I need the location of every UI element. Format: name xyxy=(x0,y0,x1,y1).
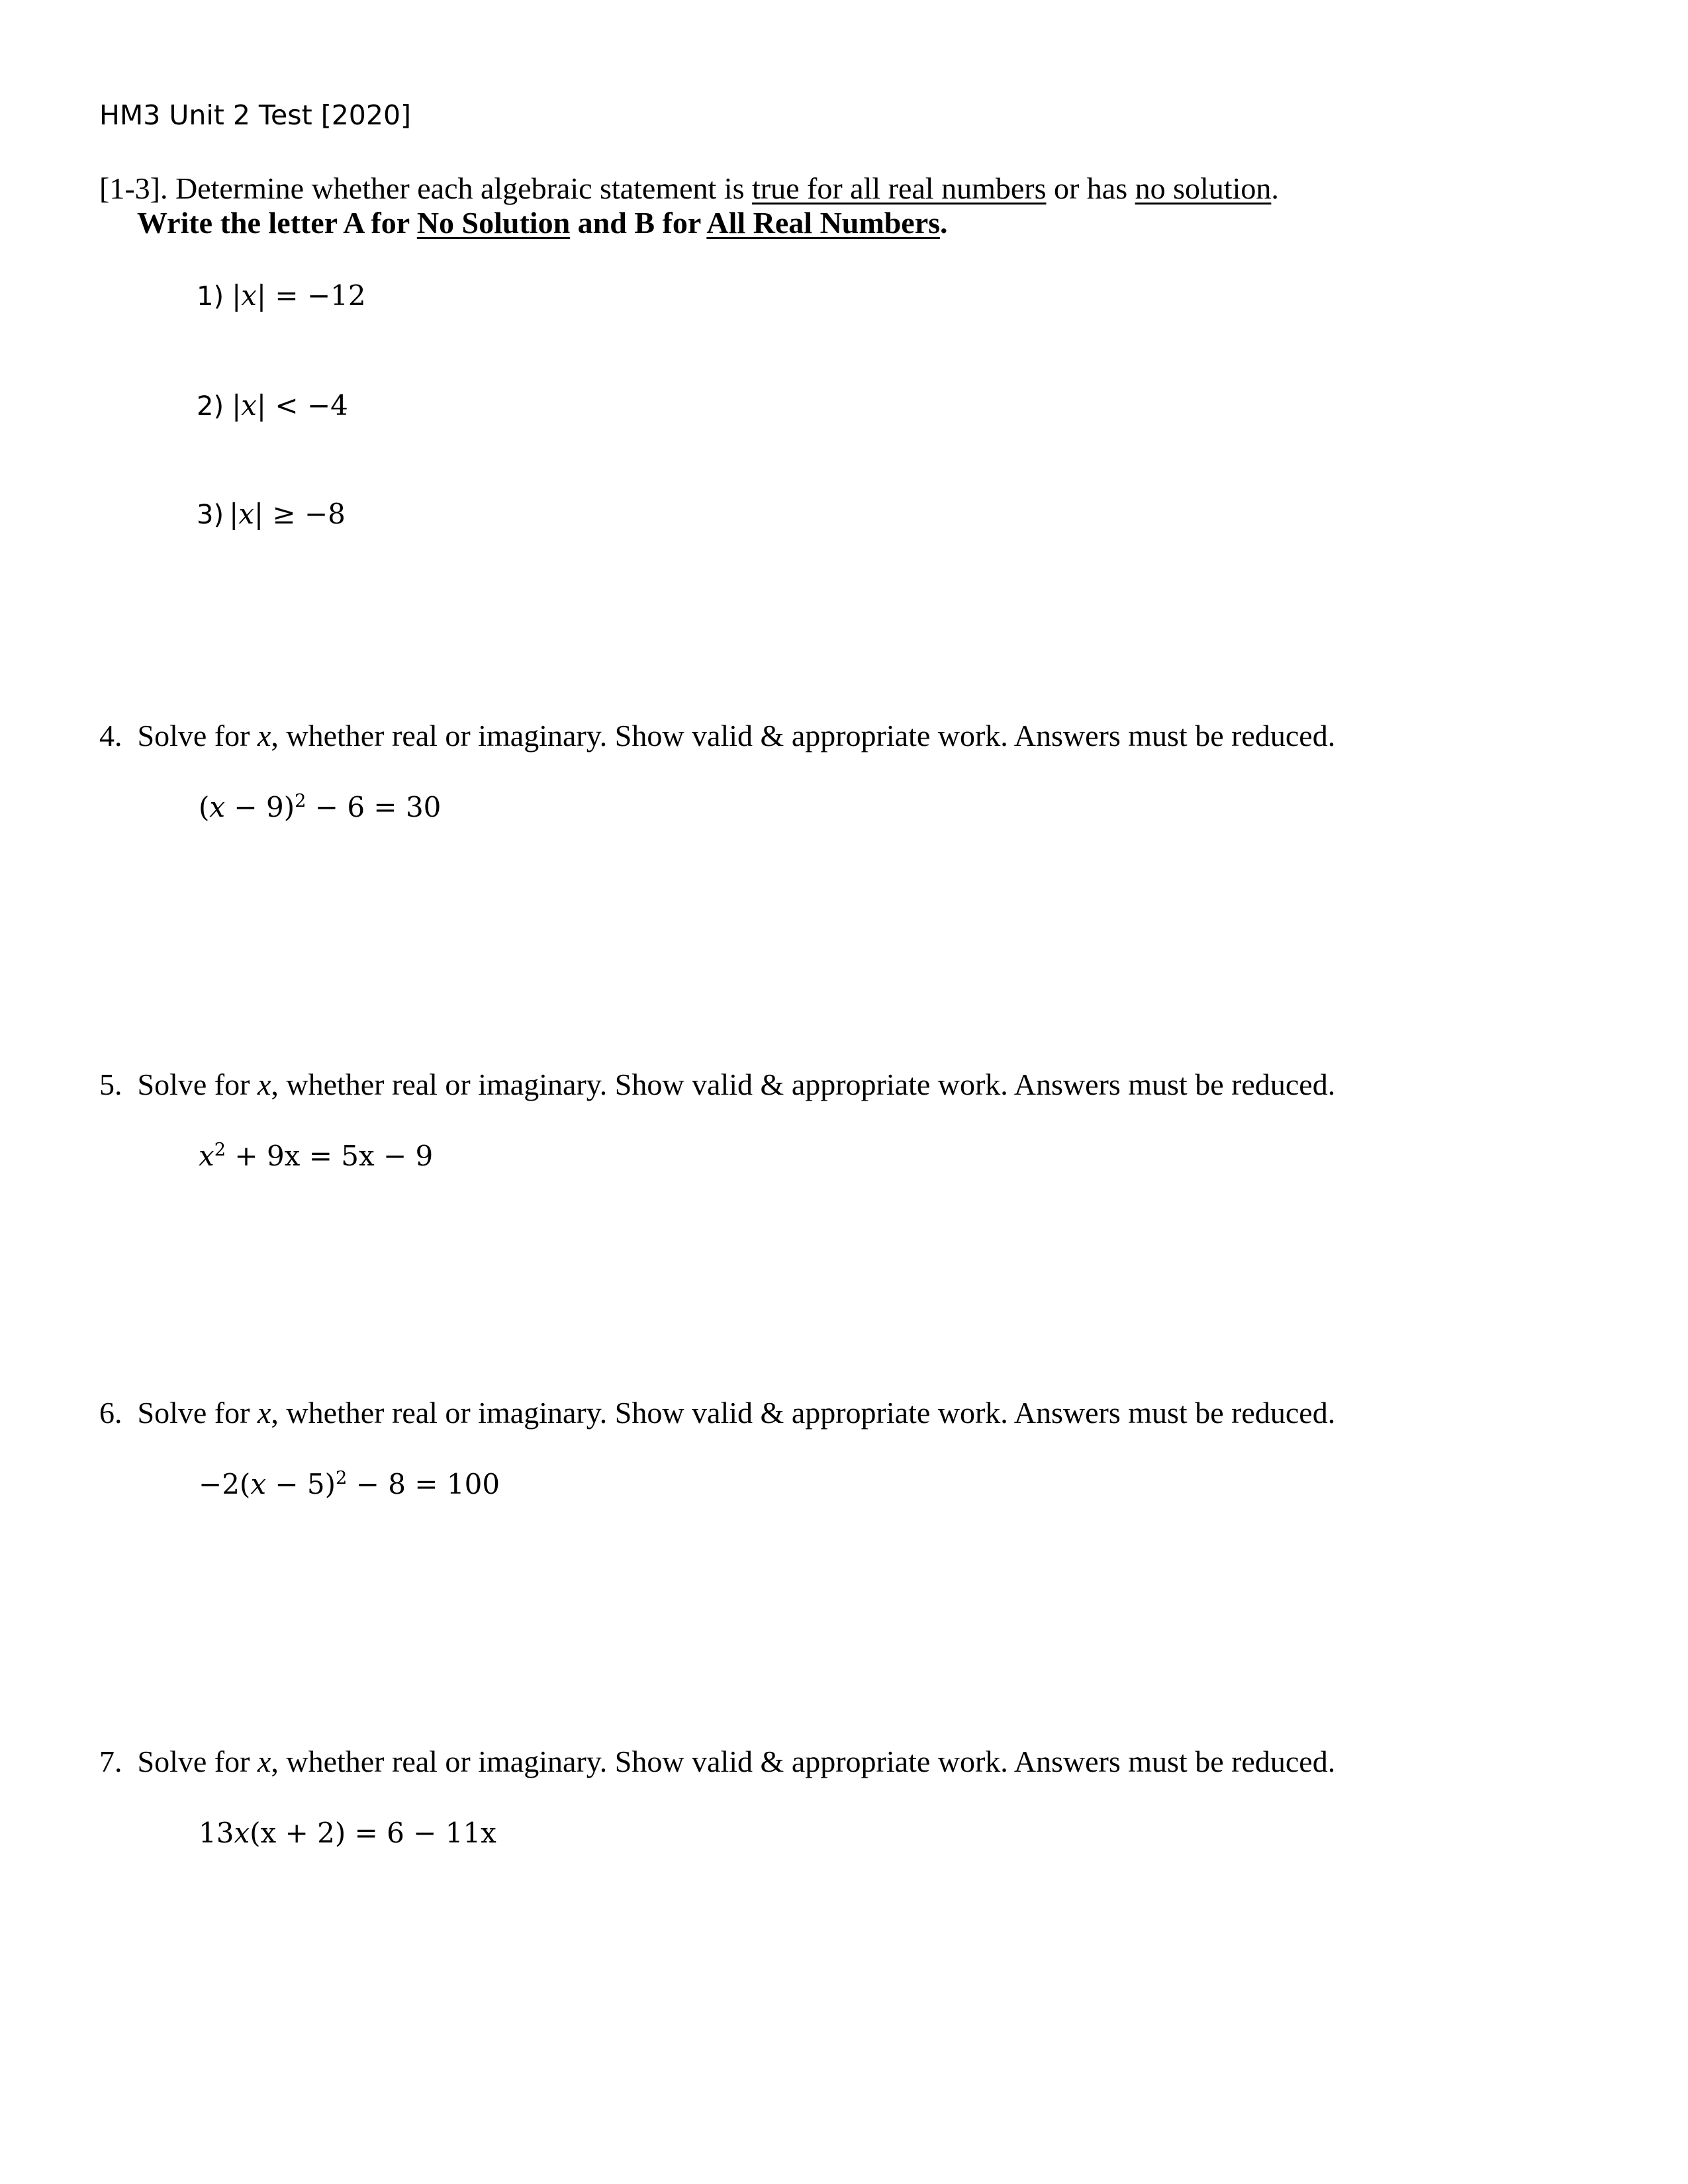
problem-7-equation: 13x(x + 2) = 6 − 11x xyxy=(199,1817,496,1849)
problem-7-instruction: 7. Solve for x, whether real or imaginary. Show valid & appropriate work. Answers must be reduced. xyxy=(99,1745,1336,1778)
letter-all-real: All Real Numbers xyxy=(706,206,941,240)
section1-instruction xyxy=(99,171,1279,206)
section1-end: . xyxy=(1271,171,1279,205)
item-label: 1) xyxy=(197,281,224,312)
problem-4-instruction: 4. Solve for x, whether real or imaginary. Show valid & appropriate work. Answers must be reduced. xyxy=(99,719,1336,752)
problem-number: 6. xyxy=(99,1396,122,1430)
problem-6-instruction: 6. Solve for x, whether real or imaginary. Show valid & appropriate work. Answers must be reduced. xyxy=(99,1396,1336,1430)
section1-letter-instruction xyxy=(137,205,948,240)
letter-mid: and B for xyxy=(570,206,707,240)
item-2 xyxy=(197,389,348,422)
item-label: 3) xyxy=(197,500,224,530)
phrase-no-solution: no solution xyxy=(1135,171,1272,205)
item-3 xyxy=(197,498,346,530)
letter-no-solution: No Solution xyxy=(416,206,571,240)
problem-5-instruction: 5. Solve for x, whether real or imaginary. Show valid & appropriate work. Answers must be reduced. xyxy=(99,1068,1336,1101)
section1-pre: [1-3]. Determine whether each algebraic statement is xyxy=(99,171,752,205)
problem-number: 7. xyxy=(99,1745,122,1778)
item-label: 2) xyxy=(197,391,224,422)
item-equation: |x| < −4 xyxy=(232,389,348,422)
problem-6-equation: $-2(x - 5)^2 - 8 = 100$ xyxy=(199,1468,500,1500)
letter-pre: Write the letter A for xyxy=(137,206,417,240)
problem-number: 4. xyxy=(99,719,122,752)
page-title: HM3 Unit 2 Test [2020] xyxy=(99,99,412,131)
letter-end: . xyxy=(940,206,948,240)
problem-5-equation: $x^2 + 9x = 5x - 9$ xyxy=(199,1140,434,1172)
problem-4-equation: $(x - 9)^2 - 6 = 30$ xyxy=(199,791,442,823)
item-equation: |x| ≥ −8 xyxy=(229,498,346,530)
phrase-true-for-all-real: true for all real numbers xyxy=(752,171,1047,205)
section1-mid: or has xyxy=(1046,171,1135,205)
item-equation: |x| = −12 xyxy=(232,279,366,312)
problem-number: 5. xyxy=(99,1068,122,1101)
item-1 xyxy=(197,279,366,312)
